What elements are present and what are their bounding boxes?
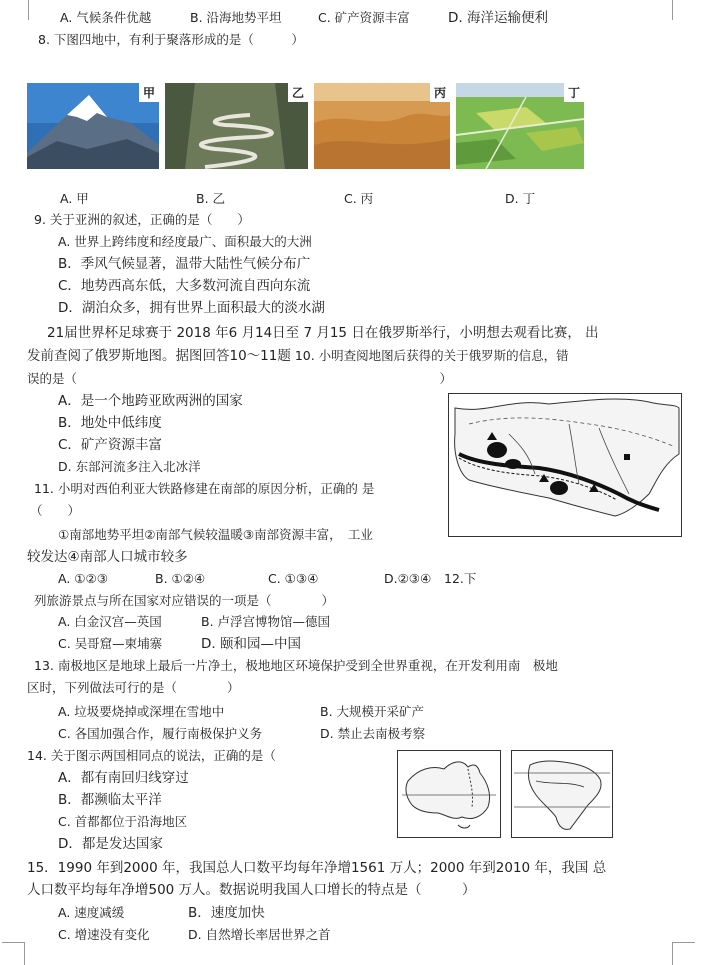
q12-option-d: D. 颐和园—中国 (201, 636, 301, 652)
crop-mark-top-left (6, 0, 29, 20)
russia-map (448, 393, 682, 537)
q8-option-d: D. 丁 (505, 191, 536, 206)
q13-stem-line-2: 区时，下列做法可行的是（ ） (27, 680, 240, 695)
q12-option-b: B. 卢浮宫博物馆—德国 (201, 614, 331, 629)
q11-stem-paren: （ ） (30, 503, 81, 518)
q10-option-c: C．矿产资源丰富 (58, 437, 162, 453)
q7-option-a: A. 气候条件优越 (60, 10, 152, 25)
intro-line-2 (27, 348, 569, 364)
q9-option-a: A. 世界上跨纬度和经度最广、面积最大的大洲 (58, 234, 312, 249)
q11-option-d: D.②③④ (384, 571, 432, 586)
q13-option-a: A. 垃圾要烧掉或深埋在雪地中 (58, 704, 225, 719)
photo-yi (165, 83, 308, 169)
q13-stem-line-1: 13. 南极地区是地球上最后一片净土，极地地区环境保护受到全世界重视，在开发利用南 极地 (34, 658, 558, 673)
q14-option-b: B．都濒临太平洋 (58, 792, 162, 808)
q7-option-d: D. 海洋运输便利 (448, 10, 548, 26)
q14-option-d: D．都是发达国家 (58, 836, 163, 852)
q7-option-b: B. 沿海地势平坦 (190, 10, 282, 25)
brazil-map (511, 750, 613, 838)
brazil-outline-drawing (512, 751, 612, 837)
winding-road-icon (165, 83, 308, 169)
q8-option-c: C. 丙 (344, 191, 374, 206)
q15-stem-line-1: 15．1990 年到2000 年，我国总人口数平均每年净增1561 万人；2000 年到2010 年，我国 总 (27, 860, 607, 876)
q14-option-a: A．都有南回归线穿过 (58, 770, 189, 786)
q15-option-c: C. 增速没有变化 (58, 927, 150, 942)
photo-jia (27, 83, 159, 169)
q10-option-b: B．地处中低纬度 (58, 415, 162, 431)
q9-option-d: D．湖泊众多，拥有世界上面积最大的淡水湖 (58, 300, 325, 316)
q10-stem-end: 误的是（ ） (27, 371, 453, 386)
q14-stem: 14. 关于图示两国相同点的说法，正确的是（ (27, 748, 276, 763)
photo-label-jia: 甲 (139, 83, 159, 102)
photo-label-bing: 丙 (430, 83, 450, 102)
q12-option-c: C. 吴哥窟—柬埔寨 (58, 636, 163, 651)
crop-mark-top-right (672, 0, 695, 20)
q9-option-b: B．季风气候显著，温带大陆性气候分布广 (58, 256, 311, 272)
q8-stem: 8. 下图四地中，有利于聚落形成的是（ ） (38, 32, 304, 47)
q11-option-c: C. ①③④ (268, 571, 319, 586)
q15-stem-line-2: 人口数平均每年净增500 万人。数据说明我国人口增长的特点是（ ） (27, 882, 476, 898)
photo-ding (456, 83, 584, 169)
q11-option-a: A. ①②③ (58, 571, 108, 586)
photo-label-yi: 乙 (288, 83, 308, 102)
q15-option-b: B．速度加快 (188, 905, 265, 921)
q9-stem: 9. 关于亚洲的叙述，正确的是（ ） (34, 212, 250, 227)
q8-option-a: A. 甲 (60, 191, 89, 206)
q14-option-c: C. 首都都位于沿海地区 (58, 814, 188, 829)
q13-option-b: B. 大规模开采矿产 (320, 704, 425, 719)
q12-option-a: A. 白金汉宫—英国 (58, 614, 162, 629)
q12-stem-start: 12.下 (444, 571, 477, 586)
q13-option-c: C. 各国加强合作，履行南极保护义务 (58, 726, 263, 741)
q7-option-c: C. 矿产资源丰富 (318, 10, 410, 25)
q11-items-line-2: 较发达④南部人口城市较多 (27, 549, 188, 565)
crop-mark-bottom-right (672, 942, 695, 965)
photo-bing (314, 83, 450, 169)
q11-stem: 11. 小明对西伯利亚大铁路修建在南部的原因分析，正确的 是 (34, 481, 375, 496)
q8-option-b: B. 乙 (196, 191, 226, 206)
photo-label-ding: 丁 (564, 83, 584, 102)
q10-stem-start: 10. 小明查阅地图后获得的关于俄罗斯的信息，错 (290, 348, 569, 363)
q11-option-b: B. ①②④ (155, 571, 206, 586)
q9-option-c: C．地势西高东低，大多数河流自西向东流 (58, 278, 311, 294)
q10-option-a: A．是一个地跨亚欧两洲的国家 (58, 393, 243, 409)
australia-outline-drawing (398, 751, 500, 837)
q13-option-d: D. 禁止去南极考察 (320, 726, 426, 741)
intro-line-1: 21届世界杯足球赛于 2018 年6 月14日至 7 月15 日在俄罗斯举行，小明想去观看比赛， 出 (47, 325, 599, 341)
q11-items-line-1: ①南部地势平坦②南部气候较温暖③南部资源丰富， 工业 (58, 527, 373, 542)
russia-map-drawing (449, 394, 681, 536)
australia-map (397, 750, 501, 838)
intro-line-2a: 发前查阅了俄罗斯地图。据图回答10～11题 (27, 348, 291, 364)
q10-option-d: D. 东部河流多注入北冰洋 (58, 459, 201, 474)
q12-stem: 列旅游景点与所在国家对应错误的一项是（ ） (34, 593, 335, 608)
q15-option-a: A. 速度减缓 (58, 905, 125, 920)
q15-option-d: D. 自然增长率居世界之首 (188, 927, 331, 942)
crop-mark-bottom-left (2, 942, 25, 965)
